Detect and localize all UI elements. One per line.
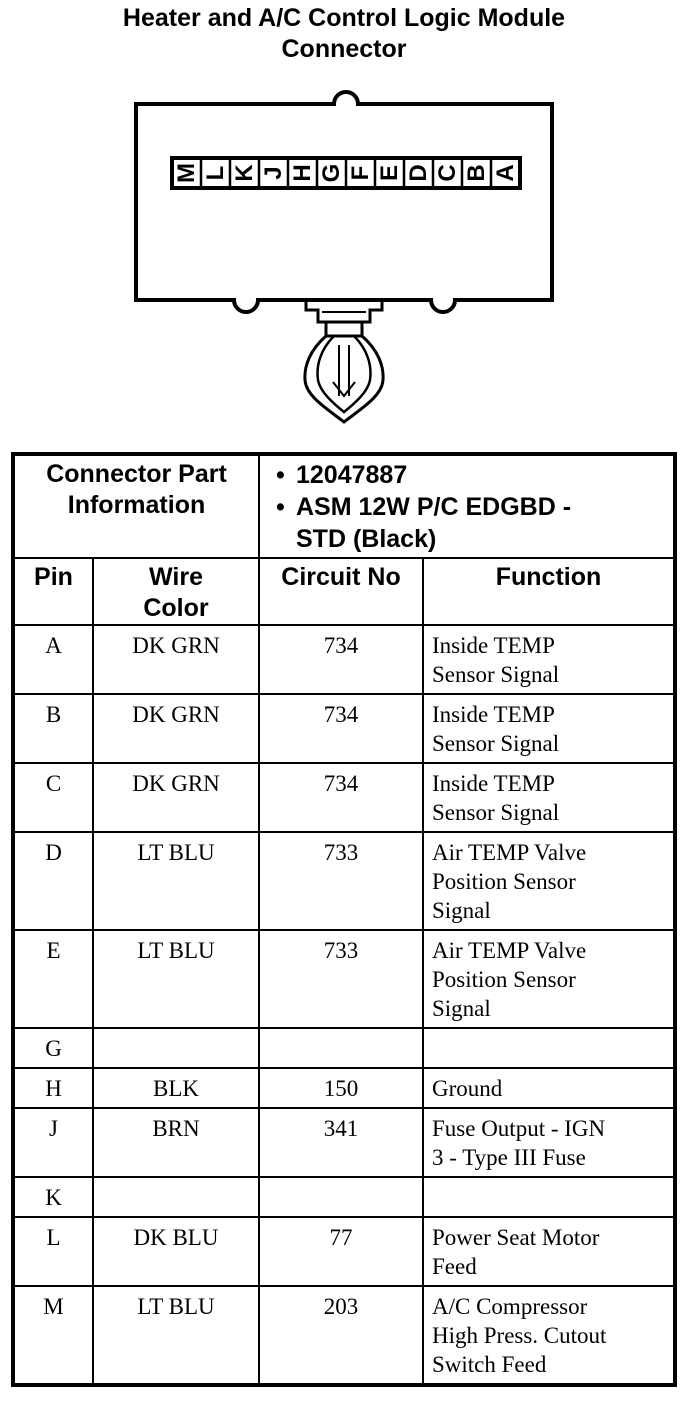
part-info-label: [13, 454, 259, 558]
wire-color-cell: DK GRN: [93, 694, 259, 763]
part-info-label-line1: Connector Part: [46, 460, 227, 488]
header-pin: Pin: [13, 558, 93, 625]
circuit-cell: [259, 1177, 423, 1217]
circuit-cell: 203: [259, 1286, 423, 1385]
cavity-label-g: G: [318, 163, 345, 183]
header-function: Function: [423, 558, 675, 625]
wire-color-cell: BLK: [93, 1068, 259, 1108]
function-cell: [423, 1108, 675, 1177]
circuit-cell: 733: [259, 930, 423, 1028]
connector-housing: [136, 92, 552, 312]
function-cell: [423, 1028, 675, 1068]
table-row: [13, 1217, 675, 1286]
part-info-label-line2: Information: [67, 491, 206, 519]
circuit-cell: 733: [259, 832, 423, 930]
diagram-title: Heater and A/C Control Logic Module: [122, 4, 566, 32]
wire-color-cell: [93, 1177, 259, 1217]
function-cell: [423, 694, 675, 763]
header-circuit: Circuit No: [259, 558, 423, 625]
table-row: [13, 625, 675, 694]
cavity-label-k: K: [231, 164, 258, 182]
circuit-cell: [259, 1028, 423, 1068]
function-cell: [423, 1217, 675, 1286]
function-line: Signal: [432, 996, 491, 1021]
wire-color-cell: LT BLU: [93, 832, 259, 930]
pin-cell: D: [13, 832, 93, 930]
table-row: [13, 1068, 675, 1108]
function-line: Position Sensor: [432, 869, 576, 894]
header-wire-color-line2: Color: [143, 594, 209, 622]
table-row: [13, 1028, 675, 1068]
pin-cell: J: [13, 1108, 93, 1177]
retaining-clip-slot: [339, 345, 349, 396]
function-cell: [423, 1177, 675, 1217]
pin-cell: E: [13, 930, 93, 1028]
function-line: Position Sensor: [432, 967, 576, 992]
wire-color-cell: DK GRN: [93, 763, 259, 832]
table-row: [13, 694, 675, 763]
function-line: Power Seat Motor: [432, 1225, 600, 1250]
cavity-label-b: B: [463, 164, 490, 182]
function-cell: [423, 625, 675, 694]
pin-cell: G: [13, 1028, 93, 1068]
function-line: Inside TEMP: [432, 702, 555, 727]
part-description-line1: • ASM 12W P/C EDGBD -: [296, 491, 673, 523]
function-cell: [423, 1286, 675, 1385]
function-line: Signal: [432, 898, 491, 923]
cavity-label-d: D: [405, 164, 432, 182]
retaining-clip-inner: [318, 336, 371, 412]
column-header-row: [13, 558, 675, 625]
circuit-cell: 734: [259, 694, 423, 763]
pin-cell: H: [13, 1068, 93, 1108]
header-wire-color-line1: Wire: [149, 563, 203, 591]
function-line: Sensor Signal: [432, 800, 560, 825]
function-cell: [423, 1068, 675, 1108]
cavity-label-c: C: [434, 164, 461, 182]
pin-cell: A: [13, 625, 93, 694]
pin-cell: L: [13, 1217, 93, 1286]
part-description-line2: STD (Black): [296, 525, 437, 553]
cavity-label-l: L: [202, 165, 229, 181]
table-row: [13, 763, 675, 832]
cavity-label-f: F: [347, 165, 374, 181]
circuit-cell: 734: [259, 625, 423, 694]
connector-pinout-table: [11, 452, 677, 1387]
function-line: Sensor Signal: [432, 662, 560, 687]
table-row: [13, 1286, 675, 1385]
circuit-cell: 77: [259, 1217, 423, 1286]
function-line: Air TEMP Valve: [432, 938, 587, 963]
header-wire-color: [93, 558, 259, 625]
circuit-cell: 734: [259, 763, 423, 832]
function-line: Inside TEMP: [432, 633, 555, 658]
pin-cell: M: [13, 1286, 93, 1385]
function-line: Switch Feed: [432, 1352, 547, 1377]
wire-color-cell: DK BLU: [93, 1217, 259, 1286]
retaining-clip-tip: [333, 382, 355, 396]
function-line: 3 - Type III Fuse: [432, 1145, 586, 1170]
pin-cell: K: [13, 1177, 93, 1217]
cavity-label-j: J: [260, 166, 287, 180]
connector-diagram: [0, 80, 688, 440]
locking-tab-body: [326, 322, 362, 336]
wire-color-cell: LT BLU: [93, 1286, 259, 1385]
function-cell: [423, 930, 675, 1028]
wire-color-cell: [93, 1028, 259, 1068]
table-row: [13, 930, 675, 1028]
function-cell: [423, 763, 675, 832]
table-row: [13, 832, 675, 930]
circuit-cell: 150: [259, 1068, 423, 1108]
cavity-label-a: A: [492, 164, 519, 182]
part-info-value: [259, 454, 675, 558]
wire-color-cell: LT BLU: [93, 930, 259, 1028]
function-cell: [423, 832, 675, 930]
cavity-label-m: M: [173, 163, 200, 183]
part-number: • 12047887: [296, 459, 673, 491]
pin-cell: B: [13, 694, 93, 763]
table-row: [13, 1177, 675, 1217]
function-line: Sensor Signal: [432, 731, 560, 756]
function-line: High Press. Cutout: [432, 1323, 607, 1348]
function-line: Ground: [432, 1076, 503, 1101]
pin-cell: C: [13, 763, 93, 832]
part-info-row: [13, 454, 675, 558]
function-line: Fuse Output - IGN: [432, 1116, 606, 1141]
wire-color-cell: BRN: [93, 1108, 259, 1177]
wire-color-cell: DK GRN: [93, 625, 259, 694]
diagram-subtitle: Connector: [281, 35, 407, 63]
function-line: A/C Compressor: [432, 1294, 588, 1319]
function-line: Feed: [432, 1254, 477, 1279]
table-row: [13, 1108, 675, 1177]
function-line: Inside TEMP: [432, 771, 555, 796]
function-line: Air TEMP Valve: [432, 840, 587, 865]
circuit-cell: 341: [259, 1108, 423, 1177]
cavity-label-h: H: [289, 164, 316, 182]
cavity-label-e: E: [376, 164, 403, 182]
